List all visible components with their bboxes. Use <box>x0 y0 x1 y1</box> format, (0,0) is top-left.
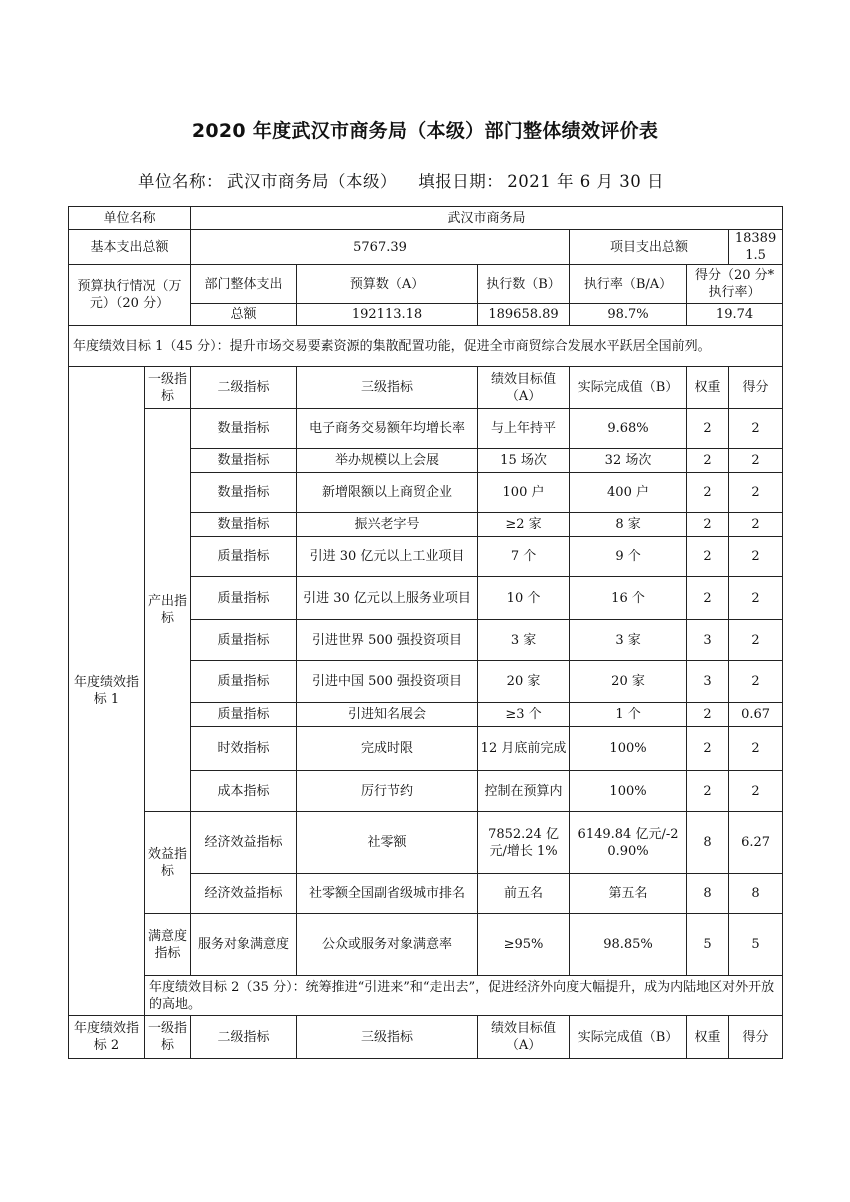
dept-total-expense: 部门整体支出 <box>191 265 297 304</box>
unit-label: 单位名称： <box>138 172 223 191</box>
row-score: 2 <box>729 727 783 771</box>
header-weight: 权重 <box>687 1016 729 1059</box>
row-actual: 100% <box>570 771 687 812</box>
header-score: 得分 <box>729 1016 783 1059</box>
row-actual: 9.68% <box>570 409 687 449</box>
row-actual: 3 家 <box>570 620 687 661</box>
header-score: 得分 <box>729 367 783 409</box>
executed-amount: 189658.89 <box>478 304 570 326</box>
row-target: ≥3 个 <box>478 703 570 727</box>
header-weight: 权重 <box>687 367 729 409</box>
budget-amount: 192113.18 <box>297 304 478 326</box>
row-weight: 2 <box>687 537 729 577</box>
evaluation-table <box>68 206 783 1059</box>
header-target: 绩效目标值（A） <box>478 367 570 409</box>
row-score: 2 <box>729 620 783 661</box>
row-target: 7 个 <box>478 537 570 577</box>
subtitle <box>138 168 668 192</box>
header-actual: 实际完成值（B） <box>570 367 687 409</box>
row-actual: 98.85% <box>570 914 687 976</box>
row-l3: 社零额全国副省级城市排名 <box>297 874 478 914</box>
row-l3: 举办规模以上会展 <box>297 449 478 473</box>
row-l3: 完成时限 <box>297 727 478 771</box>
row-target: 15 场次 <box>478 449 570 473</box>
header-level3: 三级指标 <box>297 367 478 409</box>
row-actual: 32 场次 <box>570 449 687 473</box>
page-title: 2020 年度武汉市商务局（本级）部门整体绩效评价表 <box>191 120 659 142</box>
row-weight: 2 <box>687 409 729 449</box>
score-formula-header: 得分（20 分*执行率） <box>687 265 783 304</box>
row-l2: 质量指标 <box>191 703 297 727</box>
row-weight: 2 <box>687 771 729 812</box>
row-score: 2 <box>729 661 783 703</box>
execution-rate-header: 执行率（B/A） <box>570 265 687 304</box>
row-l3: 厉行节约 <box>297 771 478 812</box>
row-l2: 成本指标 <box>191 771 297 812</box>
header-level1: 一级指标 <box>145 367 191 409</box>
project-expense-value: 183891.5 <box>729 230 783 265</box>
row-l3: 引进世界 500 强投资项目 <box>297 620 478 661</box>
row-l3: 引进中国 500 强投资项目 <box>297 661 478 703</box>
row-score: 2 <box>729 513 783 537</box>
row-weight: 2 <box>687 577 729 620</box>
total-label: 总额 <box>191 304 297 326</box>
header-level2: 二级指标 <box>191 1016 297 1059</box>
row-l3: 公众或服务对象满意率 <box>297 914 478 976</box>
row-l2: 经济效益指标 <box>191 874 297 914</box>
project-expense-label: 项目支出总额 <box>570 230 729 265</box>
goal-1-text: 年度绩效目标 1（45 分）：提升市场交易要素资源的集散配置功能，促进全市商贸综合发展水平跃居全国前列。 <box>69 326 783 367</box>
row-l2: 服务对象满意度 <box>191 914 297 976</box>
date-label: 填报日期： <box>418 172 504 191</box>
execution-rate: 98.7% <box>570 304 687 326</box>
executed-amount-header: 执行数（B） <box>478 265 570 304</box>
row-score: 8 <box>729 874 783 914</box>
date-value: 2021 年 6 月 30 日 <box>507 172 664 191</box>
header-actual: 实际完成值（B） <box>570 1016 687 1059</box>
row-weight: 2 <box>687 727 729 771</box>
row-weight: 5 <box>687 914 729 976</box>
budget-score: 19.74 <box>687 304 783 326</box>
row-l3: 新增限额以上商贸企业 <box>297 473 478 513</box>
row-score: 2 <box>729 449 783 473</box>
row-l2: 时效指标 <box>191 727 297 771</box>
row-weight: 8 <box>687 812 729 874</box>
unit-name-value: 武汉市商务局 <box>191 207 783 230</box>
budget-label: 预算执行情况（万元）（20 分） <box>69 265 191 326</box>
row-score: 2 <box>729 409 783 449</box>
row-target: ≥2 家 <box>478 513 570 537</box>
goal-2-text: 年度绩效目标 2（35 分）：统筹推进“引进来”和“走出去”，促进经济外向度大幅提升，成为内陆地区对外开放的高地。 <box>145 976 783 1016</box>
row-l2: 经济效益指标 <box>191 812 297 874</box>
category-output: 产出指标 <box>145 409 191 812</box>
row-score: 2 <box>729 577 783 620</box>
row-target: 10 个 <box>478 577 570 620</box>
row-l3: 引进 30 亿元以上工业项目 <box>297 537 478 577</box>
row-l2: 数量指标 <box>191 449 297 473</box>
budget-amount-header: 预算数（A） <box>297 265 478 304</box>
row-score: 0.67 <box>729 703 783 727</box>
row-weight: 3 <box>687 661 729 703</box>
row-l3: 引进知名展会 <box>297 703 478 727</box>
row-target: 7852.24 亿元/增长 1% <box>478 812 570 874</box>
row-target: 前五名 <box>478 874 570 914</box>
indicator-2-label: 年度绩效指标 2 <box>69 1016 145 1059</box>
header-target: 绩效目标值（A） <box>478 1016 570 1059</box>
basic-expense-label: 基本支出总额 <box>69 230 191 265</box>
row-actual: 6149.84 亿元/-20.90% <box>570 812 687 874</box>
row-l2: 质量指标 <box>191 537 297 577</box>
header-level3: 三级指标 <box>297 1016 478 1059</box>
row-actual: 16 个 <box>570 577 687 620</box>
row-weight: 2 <box>687 473 729 513</box>
row-l3: 电子商务交易额年均增长率 <box>297 409 478 449</box>
row-l2: 数量指标 <box>191 473 297 513</box>
indicator-1-label: 年度绩效指标 1 <box>69 367 145 1016</box>
row-l2: 质量指标 <box>191 620 297 661</box>
row-actual: 20 家 <box>570 661 687 703</box>
row-weight: 2 <box>687 449 729 473</box>
header-level2: 二级指标 <box>191 367 297 409</box>
row-l2: 质量指标 <box>191 577 297 620</box>
row-target: 100 户 <box>478 473 570 513</box>
row-target: 控制在预算内 <box>478 771 570 812</box>
row-l3: 社零额 <box>297 812 478 874</box>
row-weight: 3 <box>687 620 729 661</box>
row-l2: 数量指标 <box>191 513 297 537</box>
row-l3: 引进 30 亿元以上服务业项目 <box>297 577 478 620</box>
row-actual: 1 个 <box>570 703 687 727</box>
row-l2: 质量指标 <box>191 661 297 703</box>
basic-expense-value: 5767.39 <box>191 230 570 265</box>
row-target: 与上年持平 <box>478 409 570 449</box>
row-actual: 9 个 <box>570 537 687 577</box>
row-l2: 数量指标 <box>191 409 297 449</box>
category-satisfaction: 满意度指标 <box>145 914 191 976</box>
unit-value: 武汉市商务局（本级） <box>227 172 397 191</box>
row-target: 3 家 <box>478 620 570 661</box>
header-level1: 一级指标 <box>145 1016 191 1059</box>
row-score: 2 <box>729 537 783 577</box>
unit-name-label: 单位名称 <box>69 207 191 230</box>
row-target: ≥95% <box>478 914 570 976</box>
category-benefit: 效益指标 <box>145 812 191 914</box>
row-l3: 振兴老字号 <box>297 513 478 537</box>
row-score: 2 <box>729 771 783 812</box>
row-weight: 8 <box>687 874 729 914</box>
row-score: 6.27 <box>729 812 783 874</box>
row-weight: 2 <box>687 513 729 537</box>
row-actual: 8 家 <box>570 513 687 537</box>
row-target: 20 家 <box>478 661 570 703</box>
row-actual: 第五名 <box>570 874 687 914</box>
row-score: 2 <box>729 473 783 513</box>
row-actual: 400 户 <box>570 473 687 513</box>
row-actual: 100% <box>570 727 687 771</box>
row-score: 5 <box>729 914 783 976</box>
row-target: 12 月底前完成 <box>478 727 570 771</box>
row-weight: 2 <box>687 703 729 727</box>
